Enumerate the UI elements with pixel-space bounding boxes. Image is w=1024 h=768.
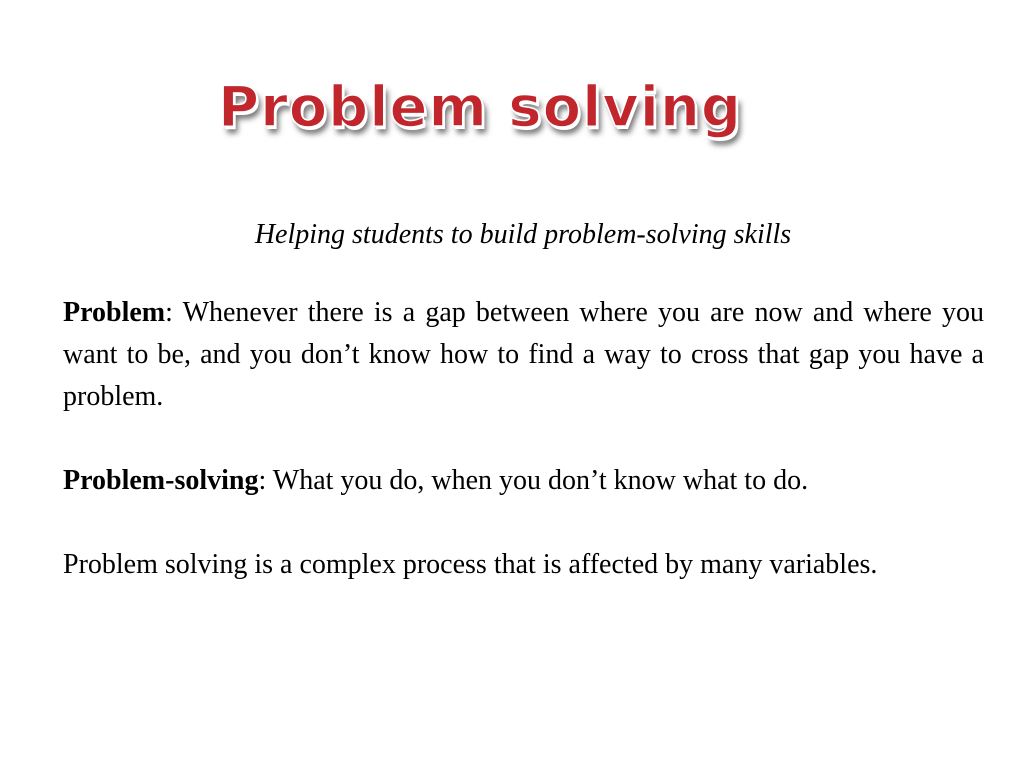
definition-text: What you do, when you don’t know what to do. bbox=[266, 465, 809, 496]
definition-text: Whenever there is a gap between where you are now and where you want to be, and you don’t know how to find a way to cross that gap you have a problem. bbox=[63, 297, 984, 412]
closing-statement: Problem solving is a complex process that is affected by many variables. bbox=[63, 549, 878, 580]
slide-subtitle: Helping students to build problem-solving skills bbox=[254, 219, 792, 250]
definition-problem-solving bbox=[63, 460, 984, 502]
definition-problem bbox=[63, 292, 984, 418]
slide-title: Problem solving bbox=[218, 75, 742, 140]
definition-term: Problem-solving bbox=[63, 465, 259, 496]
definition-term: Problem bbox=[63, 297, 166, 328]
slide-body bbox=[63, 292, 984, 586]
definition-separator: : bbox=[258, 465, 267, 496]
definition-separator: : bbox=[165, 297, 173, 328]
